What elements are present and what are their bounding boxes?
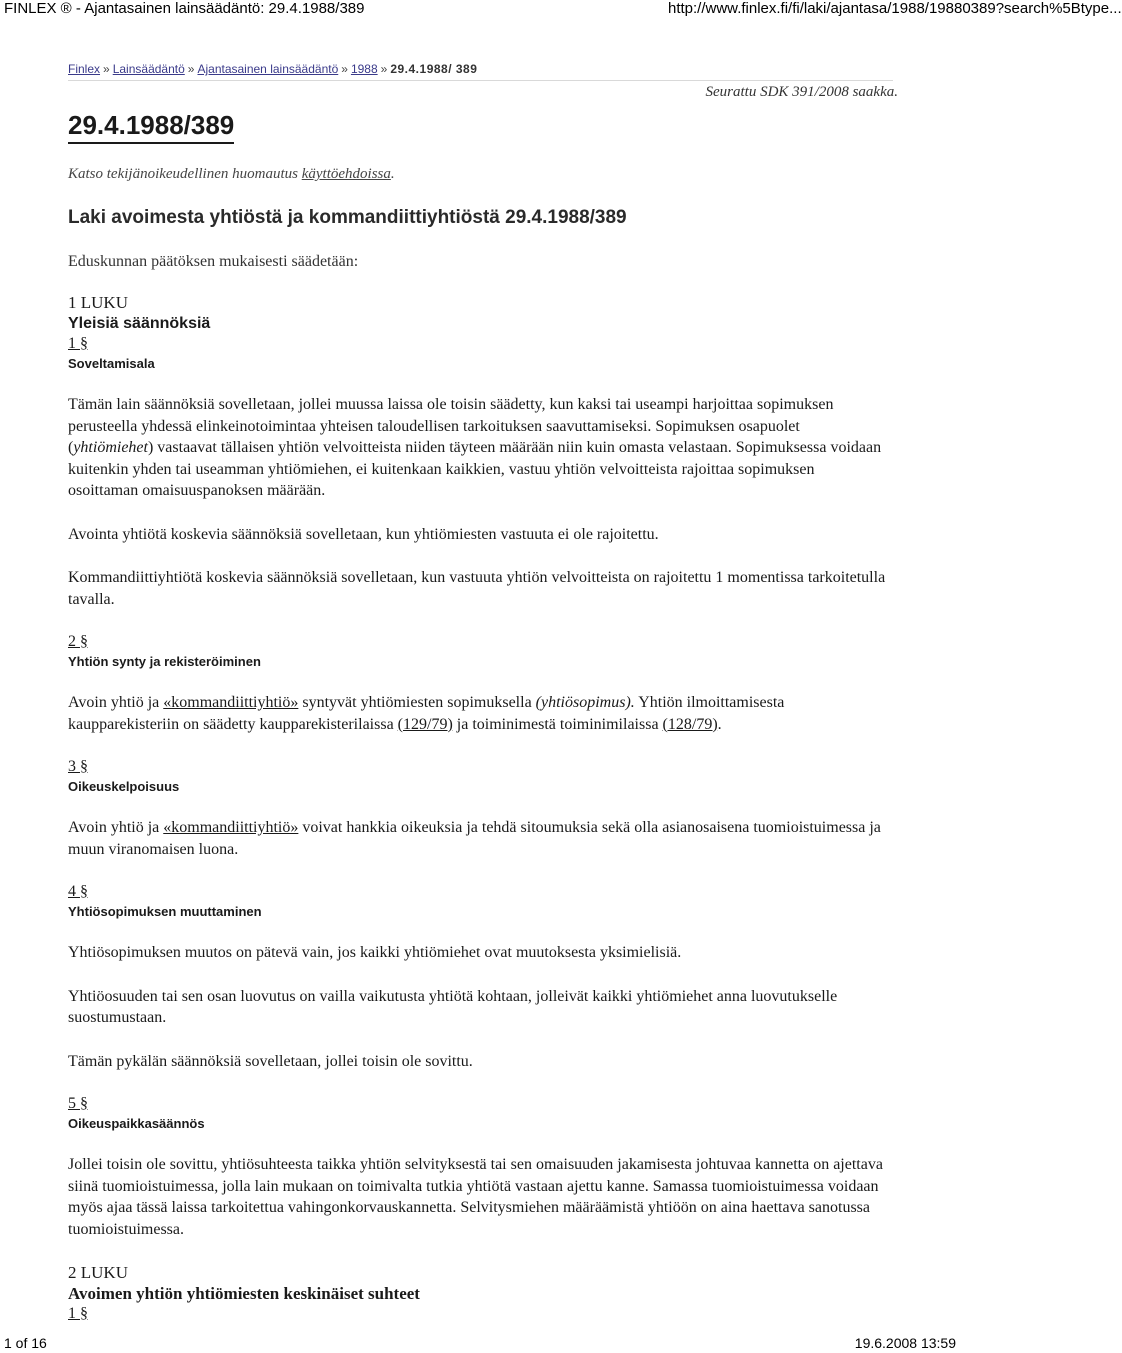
print-footer	[0, 1335, 960, 1353]
paragraph: Avoin yhtiö ja «kommandiittiyhtiö» voivat hankkia oikeuksia ja tehdä sitoumuksia sekä olla asianosaisena tuomioistuimessa ja muun viranomaisen luona.	[68, 819, 881, 858]
section-link[interactable]	[68, 1304, 888, 1324]
section-title: Yhtiön synty ja rekisteröiminen	[68, 654, 261, 669]
section-link[interactable]	[68, 632, 888, 652]
page-count: 1 of 16	[4, 1335, 47, 1351]
definition-link[interactable]: «kommandiittiyhtiö»	[163, 694, 299, 711]
paragraph: Yhtiösopimuksen muutos on pätevä vain, jos kaikki yhtiömiehet ovat muutoksesta yksimielisiä.	[68, 944, 682, 961]
print-timestamp: 19.6.2008 13:59	[854, 1335, 956, 1351]
definition-link[interactable]: «kommandiittiyhtiö»	[163, 819, 299, 836]
section-number[interactable]: 5 §	[68, 1095, 88, 1112]
section-number[interactable]: 3 §	[68, 758, 88, 775]
breadcrumb-separator: »	[103, 62, 110, 76]
paragraph: Avointa yhtiötä koskevia säännöksiä sovelletaan, kun yhtiömiesten vastuuta ei ole rajoitettu.	[68, 525, 659, 543]
breadcrumb	[68, 62, 893, 81]
statute-link[interactable]: (129/79)	[397, 715, 453, 733]
law-content	[68, 206, 888, 1324]
print-header	[0, 0, 1122, 22]
section-link[interactable]	[68, 757, 888, 777]
section-title: Oikeuspaikkasäännös	[68, 1116, 205, 1131]
term: (yhtiösopimus).	[535, 694, 635, 711]
paragraph: Tämän lain säännöksiä sovelletaan, jollei muussa laissa ole toisin säädetty, kun kaksi tai useampi harjoittaa sopimuksen perusteella yhdessä elinkeinotoimintaa yhteisen taloudellisen tarkoituksen saavuttamiseksi. Sopimuksen osapuolet (yhtiömiehet) vastaavat tällaisen yhtiön velvoitteista niiden täyteen määrään niin kuin omasta velastaan. Sopimuksessa voidaan kuitenkin yhden tai useamman yhtiömiehen, ei kuitenkaan kaikkien, vastuu yhtiön velvoitteista rajoittaa sopimuksen osoittaman omaisuuspanoksen määrään.	[68, 396, 882, 499]
notice-text: Katso tekijänoikeudellinen huomautus	[68, 166, 302, 182]
breadcrumb-link-finlex[interactable]: Finlex	[68, 62, 101, 76]
section-title: Soveltamisala	[68, 356, 155, 371]
section-link[interactable]	[68, 1094, 888, 1114]
chapter-title: Yleisiä säännöksiä	[68, 315, 211, 332]
section-number[interactable]: 1 §	[68, 1305, 88, 1322]
section-title: Oikeuskelpoisuus	[68, 779, 180, 794]
term: yhtiömiehet	[73, 439, 148, 456]
section-number[interactable]: 2 §	[68, 633, 88, 650]
terms-link[interactable]: käyttöehdoissa	[301, 166, 391, 182]
enactment-clause: Eduskunnan päätöksen mukaisesti säädetään:	[68, 253, 359, 270]
paragraph: Avoin yhtiö ja «kommandiittiyhtiö» syntyvät yhtiömiesten sopimuksella (yhtiösopimus). Yhtiön ilmoittamisesta kaupparekisteriin on säädetty kaupparekisterilaissa (129/79) ja toiminimestä toiminimilaissa (128/79).	[68, 694, 785, 733]
print-header-url: http://www.finlex.fi/fi/laki/ajantasa/1988/19880389?search%5Btype...	[668, 0, 1122, 17]
copyright-notice	[68, 166, 395, 183]
page-title: 29.4.1988/389	[68, 110, 234, 144]
notice-end: .	[390, 166, 395, 182]
breadcrumb-link-lainsaadanto[interactable]: Lainsäädäntö	[112, 62, 185, 76]
breadcrumb-separator: »	[380, 62, 388, 76]
breadcrumb-separator: »	[187, 62, 195, 76]
section-link[interactable]	[68, 882, 888, 902]
statute-link[interactable]: (128/79)	[662, 715, 718, 733]
breadcrumb-separator: »	[341, 62, 348, 76]
followed-status: Seurattu SDK 391/2008 saakka.	[705, 84, 898, 100]
section-number[interactable]: 4 §	[68, 883, 88, 900]
breadcrumb-link-ajantasainen[interactable]: Ajantasainen lainsäädäntö	[197, 62, 339, 76]
section-title: Yhtiösopimuksen muuttaminen	[68, 904, 262, 919]
chapter-number: 1 LUKU	[68, 293, 128, 312]
section-number[interactable]: 1 §	[68, 335, 88, 352]
chapter-title: Avoimen yhtiön yhtiömiesten keskinäiset suhteet	[68, 1284, 420, 1303]
breadcrumb-link-1988[interactable]: 1988	[350, 62, 378, 76]
paragraph: Kommandiittiyhtiötä koskevia säännöksiä sovelletaan, kun vastuuta yhtiön velvoitteista on rajoitettu 1 momentissa tarkoitetulla tavalla.	[68, 569, 886, 608]
paragraph: Tämän pykälän säännöksiä sovelletaan, jollei toisin ole sovittu.	[68, 1052, 473, 1070]
paragraph: Yhtiöosuuden tai sen osan luovutus on vailla vaikutusta yhtiötä kohtaan, jolleivät kaikki yhtiömiehet anna luovutukselle suostumustaan.	[68, 987, 838, 1026]
print-header-title: FINLEX ® - Ajantasainen lainsäädäntö: 29.4.1988/389	[4, 0, 365, 17]
law-title: Laki avoimesta yhtiöstä ja kommandiittiyhtiöstä 29.4.1988/389	[68, 207, 627, 228]
breadcrumb-current: 29.4.1988/ 389	[390, 62, 478, 76]
paragraph: Jollei toisin ole sovittu, yhtiösuhteesta taikka yhtiön selvityksestä tai sen omaisuuden jakamisesta johtuvaa kannetta on ajettava siinä tuomioistuimessa, jolla lain mukaan on toimivalta tutkia yhtiötä vastaan ajettu kanne. Samassa tuomioistuimessa voidaan myös ajaa tässä laissa tarkoitettua vahingonkorvauskannetta. Selvitysmiehen määräämistä yhtiöön on aina haettava sanotussa tuomioistuimessa.	[68, 1156, 883, 1238]
chapter-number: 2 LUKU	[68, 1263, 128, 1282]
section-link[interactable]	[68, 334, 888, 354]
